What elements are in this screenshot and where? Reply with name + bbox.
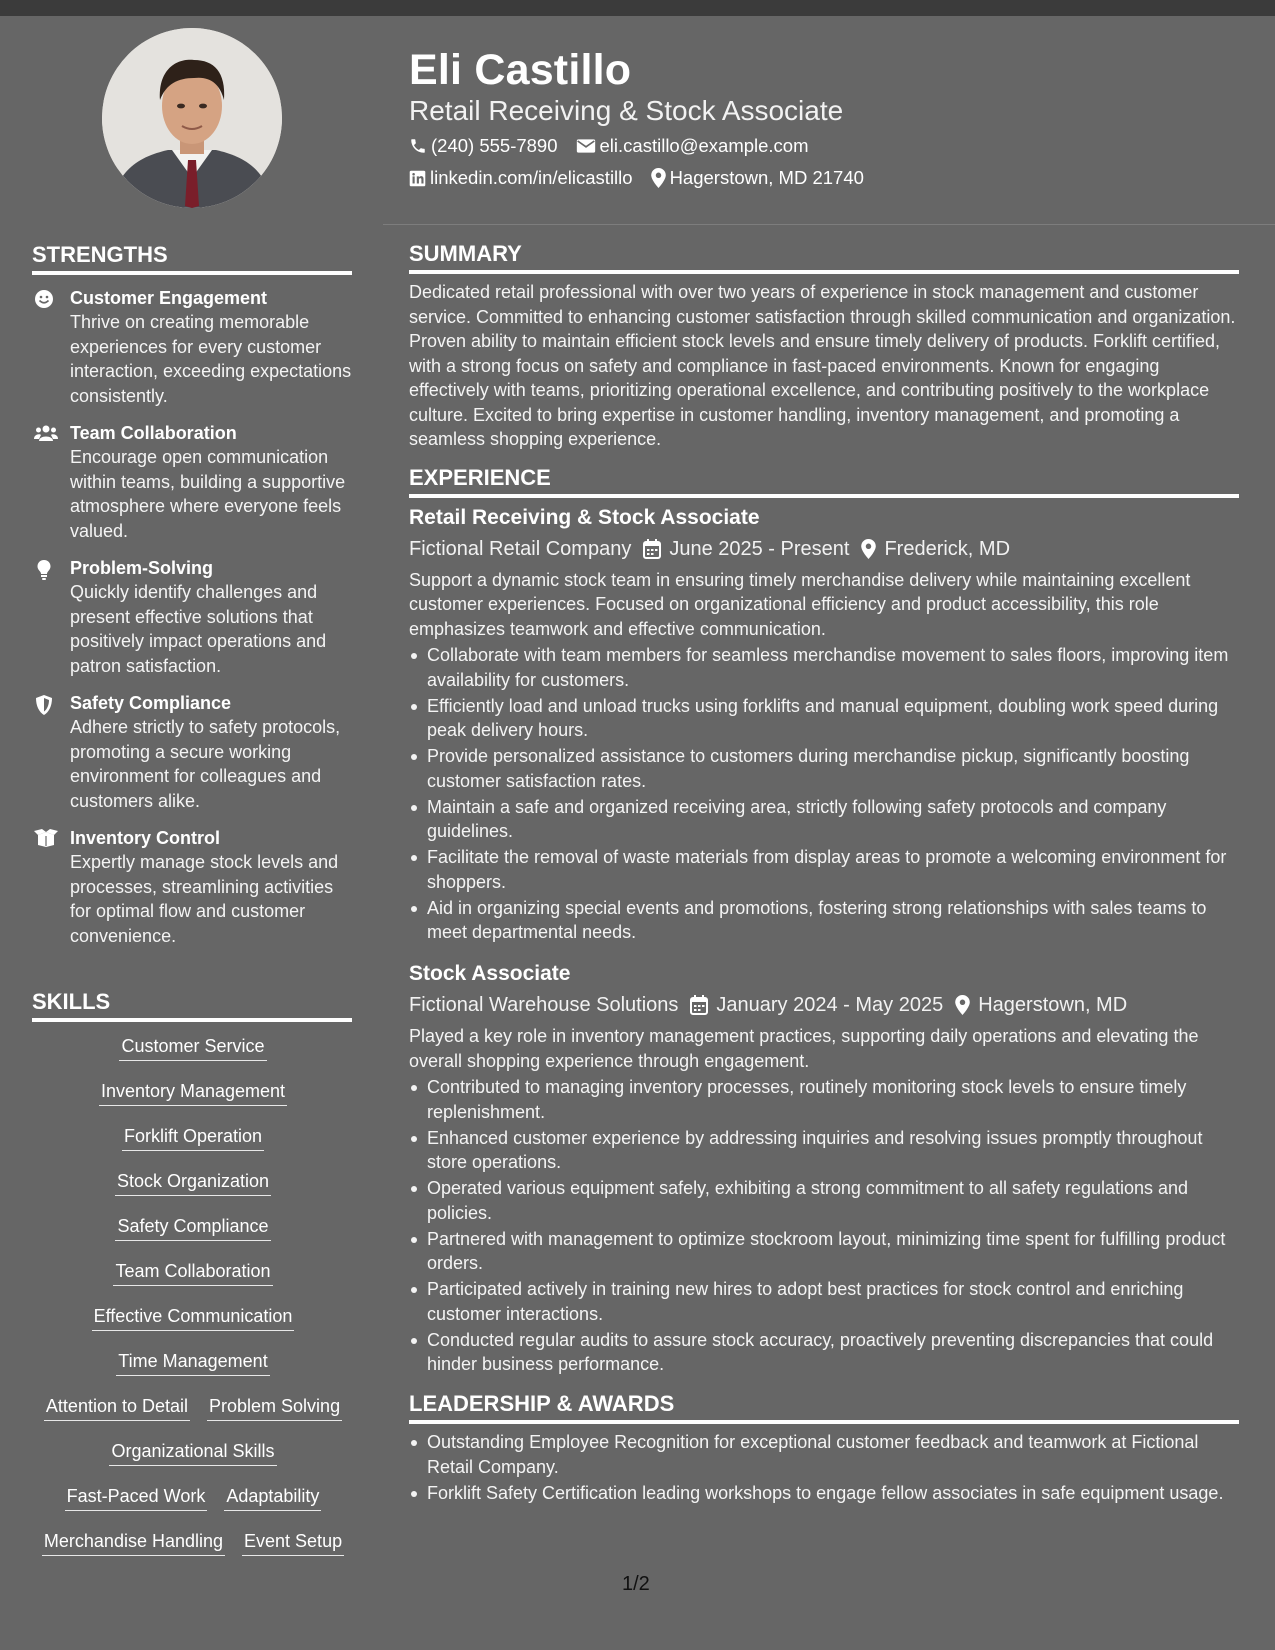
job-entry: [409, 504, 1239, 945]
linkedin-icon: [409, 170, 426, 187]
header-divider: [383, 224, 1275, 225]
lightbulb-icon: [34, 559, 54, 581]
strength-title: Team Collaboration: [70, 423, 237, 443]
bullet-item: Conducted regular audits to assure stock accuracy, proactively preventing discrepancies that could hinder business performance.: [409, 1328, 1239, 1377]
bullet-item: Operated various equipment safely, exhibiting a strong commitment to all safety regulations and policies.: [409, 1176, 1239, 1225]
skill-tag: Adaptability: [224, 1484, 321, 1511]
job-description: Played a key role in inventory management practices, supporting daily operations and elevating the overall shopping experience through engagement.: [409, 1026, 1199, 1071]
skill-tag: Merchandise Handling: [42, 1529, 225, 1556]
skill-tag: Effective Communication: [92, 1304, 295, 1331]
avatar: [102, 28, 282, 208]
skill-tag: Attention to Detail: [44, 1394, 190, 1421]
strengths-list: [32, 286, 354, 961]
calendar-icon: [643, 539, 661, 559]
skill-tag: Team Collaboration: [113, 1259, 272, 1286]
phone-icon: [409, 137, 427, 155]
award-item: Outstanding Employee Recognition for exceptional customer feedback and teamwork at Fictional Retail Company.: [409, 1430, 1239, 1479]
strength-title: Customer Engagement: [70, 288, 268, 308]
strength-item: [32, 421, 354, 543]
job-location: Frederick, MD: [884, 537, 1011, 560]
strength-item: [32, 826, 354, 948]
job-location: Hagerstown, MD: [978, 994, 1128, 1016]
job-description: Support a dynamic stock team in ensuring timely merchandise delivery while maintaining excellent customer experiences. Focused on organizational efficiency and product accessibility, this role emphasizes teamwork and effective communication.: [409, 569, 1191, 639]
linkedin-text: linkedin.com/in/elicastillo: [430, 167, 633, 188]
skills-heading: SKILLS: [32, 988, 352, 1022]
users-icon: [34, 424, 58, 442]
skill-tag: Customer Service: [119, 1034, 266, 1061]
bullet-item: Contributed to managing inventory processes, routinely monitoring stock levels to ensure timely replenishment.: [409, 1075, 1239, 1124]
skill-tag: Fast-Paced Work: [65, 1484, 208, 1511]
email-contact[interactable]: [576, 134, 809, 158]
location-text: Hagerstown, MD 21740: [669, 167, 864, 188]
strength-title: Problem-Solving: [70, 558, 214, 578]
top-bar: [0, 0, 1275, 16]
bullet-item: Efficiently load and unload trucks using forklifts and manual equipment, doubling work speed during peak delivery hours.: [409, 694, 1239, 743]
skill-tag: Time Management: [116, 1349, 269, 1376]
contact-row: [409, 166, 864, 190]
bullet-item: Participated actively in training new hires to adopt best practices for stock control and enriching customer interactions.: [409, 1277, 1239, 1326]
strength-item: [32, 556, 354, 678]
linkedin-contact[interactable]: [409, 166, 633, 190]
skill-tag: Safety Compliance: [115, 1214, 270, 1241]
skills-list: [32, 1034, 354, 1574]
skill-tag: Problem Solving: [207, 1394, 342, 1421]
phone-contact[interactable]: [409, 134, 558, 158]
skill-tag: Stock Organization: [115, 1169, 271, 1196]
job-meta: [409, 991, 1239, 1019]
candidate-role: Retail Receiving & Stock Associate: [409, 95, 844, 126]
experience-heading: EXPERIENCE: [409, 464, 1239, 498]
job-entry: [409, 960, 1239, 1377]
job-company: Fictional Retail Company: [409, 537, 632, 560]
summary-text: Dedicated retail professional with over two years of experience in stock management and customer service. Committed to enhancing customer satisfaction through skilled communication and organization. Proven ability to maintain efficient stock levels and ensure timely delivery of products. Forklift certified, with a strong focus on safety and compliance in fast-paced environments. Known for engaging effectively with teams, prioritizing operational excellence, and contributing positively to the workplace culture. Excited to bring expertise in customer handling, inventory management, and promoting a seamless shopping experience.: [409, 282, 1236, 449]
page-number: 1/2: [622, 1573, 650, 1595]
job-bullets: [409, 1075, 1239, 1377]
bullet-item: Maintain a safe and organized receiving area, strictly following safety protocols and company guidelines.: [409, 795, 1239, 844]
job-meta: [409, 535, 1239, 563]
skill-tag: Inventory Management: [99, 1079, 287, 1106]
location-contact: [651, 166, 864, 190]
job-dates: January 2024 - May 2025: [716, 994, 944, 1016]
profile-photo: [102, 28, 282, 208]
strength-item: [32, 691, 354, 813]
main-column: [409, 240, 1239, 1507]
skill-tag: Organizational Skills: [109, 1439, 276, 1466]
strength-title: Inventory Control: [70, 828, 221, 848]
bullet-item: Provide personalized assistance to customers during merchandise pickup, significantly boosting customer satisfaction rates.: [409, 744, 1239, 793]
bullet-item: Facilitate the removal of waste materials from display areas to promote a welcoming environment for shoppers.: [409, 845, 1239, 894]
skill-tag: Event Setup: [242, 1529, 344, 1556]
strength-title: Safety Compliance: [70, 693, 232, 713]
bullet-item: Aid in organizing special events and promotions, fostering strong relationships with sales teams to meet departmental needs.: [409, 896, 1239, 945]
strength-desc: Expertly manage stock levels and processes, streamlining activities for optimal flow and customer convenience.: [70, 852, 339, 946]
strength-desc: Thrive on creating memorable experiences for every customer interaction, exceeding expectations consistently.: [70, 312, 352, 406]
map-pin-icon: [651, 168, 666, 188]
map-pin-icon: [861, 539, 876, 559]
strength-desc: Adhere strictly to safety protocols, promoting a secure working environment for colleagues and customers alike.: [70, 717, 341, 811]
job-title: Retail Receiving & Stock Associate: [409, 505, 760, 529]
open-box-icon: [34, 829, 58, 847]
bullet-item: Partnered with management to optimize stockroom layout, minimizing time spent for fulfilling product orders.: [409, 1227, 1239, 1276]
envelope-icon: [576, 138, 596, 154]
summary-heading: SUMMARY: [409, 240, 1239, 274]
awards-heading: LEADERSHIP & AWARDS: [409, 1390, 1239, 1424]
bullet-item: Enhanced customer experience by addressing inquiries and resolving issues promptly throughout store operations.: [409, 1126, 1239, 1175]
bullet-item: Collaborate with team members for seamless merchandise movement to sales floors, improving item availability for customers.: [409, 643, 1239, 692]
map-pin-icon: [955, 995, 970, 1015]
smile-icon: [34, 289, 54, 309]
email-text: eli.castillo@example.com: [599, 135, 809, 156]
strengths-heading: STRENGTHS: [32, 241, 352, 275]
strength-desc: Quickly identify challenges and present effective solutions that positively impact operations and patron satisfaction.: [70, 582, 327, 676]
calendar-icon: [690, 995, 708, 1015]
phone-text: (240) 555-7890: [431, 135, 558, 156]
shield-icon: [34, 694, 54, 716]
strength-desc: Encourage open communication within teams, building a supportive atmosphere where everyone feels valued.: [70, 447, 346, 541]
contact-row: [409, 134, 809, 158]
skill-tag: Forklift Operation: [122, 1124, 264, 1151]
job-title: Stock Associate: [409, 962, 571, 985]
candidate-name: Eli Castillo: [409, 46, 632, 94]
awards-list: [409, 1430, 1239, 1505]
award-item: Forklift Safety Certification leading workshops to engage fellow associates in safe equipment usage.: [409, 1481, 1239, 1506]
job-company: Fictional Warehouse Solutions: [409, 994, 679, 1016]
job-bullets: [409, 643, 1239, 945]
job-dates: June 2025 - Present: [669, 537, 850, 560]
strength-item: [32, 286, 354, 408]
